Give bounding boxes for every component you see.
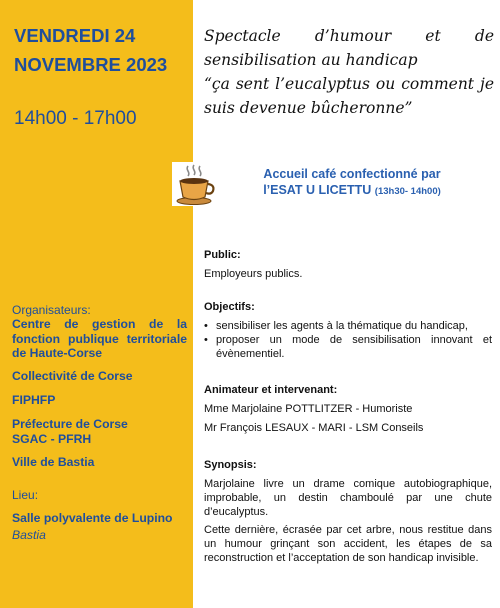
coffee-cup-icon — [172, 162, 216, 206]
location-city: Bastia — [12, 528, 46, 542]
objectives-heading: Objectifs: — [204, 301, 255, 313]
organiser-main: Centre de gestion de la fonction publique territoriale de Haute-Corse — [12, 317, 187, 360]
title-line-2: “ça sent l’eucalyptus ou comment je suis devenue bûcheronne” — [204, 75, 494, 117]
speakers-heading: Animateur et intervenant: — [204, 384, 338, 396]
speaker-item: Mr François LESAUX - MARI - LSM Conseils — [204, 422, 424, 434]
synopsis-paragraph: Cette dernière, écrasée par cet arbre, nous restitue dans un humour grinçant son accident, les étapes de sa reconstruction et l’acceptation de son handicap invisible. — [204, 524, 492, 564]
objectives-section — [204, 300, 492, 361]
organiser-item: SGAC - PFRH — [12, 432, 92, 446]
date-line-1: VENDREDI 24 — [14, 25, 136, 46]
list-item: • sensibiliser les agents à la thématique du handicap, — [204, 319, 492, 333]
cafe-provider: l’ESAT U LICETTU — [263, 183, 372, 197]
location-place: Salle polyvalente de Lupino — [12, 511, 173, 525]
synopsis-paragraph: Marjolaine livre un drame comique autobiographique, improbable, un destin chamboulé par une chute d’eucalyptus. — [204, 478, 492, 518]
cafe-hours: (13h30- 14h00) — [374, 186, 441, 197]
speakers-section — [204, 383, 492, 435]
list-item: • proposer un mode de sensibilisation innovant et évènementiel. — [204, 333, 492, 361]
event-date — [14, 21, 194, 79]
show-title — [204, 24, 494, 120]
cafe-line-1: Accueil café confectionné par — [263, 167, 441, 181]
organiser-item: Préfecture de Corse — [12, 417, 128, 431]
synopsis-section — [204, 458, 492, 565]
public-section — [204, 248, 492, 281]
event-details — [204, 248, 492, 569]
organiser-item: FIPHFP — [12, 393, 56, 407]
location-label: Lieu: — [12, 488, 39, 502]
organisers-label: Organisateurs: — [12, 303, 91, 317]
speaker-item: Mme Marjolaine POTTLITZER - Humoriste — [204, 403, 413, 415]
date-line-2: NOVEMBRE 2023 — [14, 54, 168, 75]
public-heading: Public: — [204, 249, 241, 261]
organiser-item: Ville de Bastia — [12, 455, 95, 469]
event-time: 14h00 - 17h00 — [14, 108, 137, 129]
cafe-line-2 — [222, 182, 482, 200]
objectives-list — [204, 319, 492, 361]
cafe-announcement — [222, 167, 482, 200]
sidebar-panel — [0, 0, 193, 608]
title-line-1: Spectacle d’humour et de sensibilisation au handicap — [204, 27, 494, 69]
public-text: Employeurs publics. — [204, 268, 303, 280]
organiser-item: Collectivité de Corse — [12, 369, 133, 383]
synopsis-heading: Synopsis: — [204, 459, 257, 471]
